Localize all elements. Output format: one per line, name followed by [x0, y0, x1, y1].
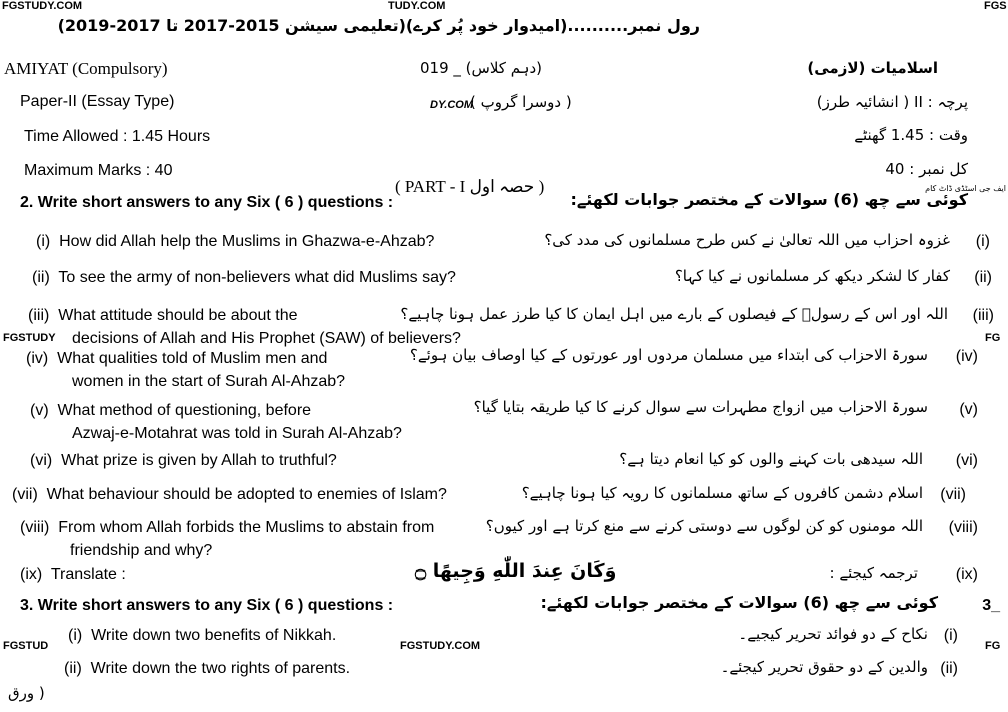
question-num-ur: (viii): [948, 519, 978, 536]
watermark: FGSTUDY: [3, 332, 56, 344]
watermark: FG: [985, 640, 1001, 652]
question-row: (vii) What behaviour should be adopted to enemies of Islam?: [12, 486, 447, 503]
q2-title-en: 2. Write short answers to any Six ( 6 ) questions :: [20, 194, 394, 211]
watermark: FGSTUDY.COM: [2, 0, 83, 12]
question-ur: کفار کا لشکر دیکھ کر مسلمانوں نے کیا کہا؟: [674, 267, 950, 285]
watermark: FGSTUD: [3, 640, 49, 652]
time-ur: وقت : 1.45 گھنٹے: [854, 126, 968, 144]
question-ur: سورۃ الاحزاب کی ابتداء میں مسلمان مردوں اور عورتوں کے کیا اوصاف بیان ہوئے؟: [409, 346, 928, 364]
question-num-ur: (ix): [955, 566, 978, 583]
question-ur: اسلام دشمن کافروں کے ساتھ مسلمانوں کا رویہ کیا ہونا چاہیے؟: [521, 484, 923, 502]
question-num-ur: (i): [943, 627, 958, 644]
watermark: ایف جی اسٹڈی ڈاٹ کام: [925, 184, 1006, 193]
part-heading: ( PART - I حصہ اول ): [395, 177, 545, 196]
question-ur: اللہ مومنوں کو کن لوگوں سے دوستی کرنے سے منع کرتا ہے اور کیوں؟: [485, 517, 923, 535]
max-marks: Maximum Marks : 40: [24, 162, 173, 179]
q3-title-en: 3. Write short answers to any Six ( 6 ) questions :: [20, 597, 394, 614]
question-row: (iv) What qualities told of Muslim men and: [26, 350, 328, 367]
question-ur: والدین کے دو حقوق تحریر کیجئے۔: [720, 658, 928, 676]
subject-en: AMIYAT (Compulsory): [4, 59, 168, 78]
question-row: (viii) From whom Allah forbids the Muslims to abstain from: [20, 519, 435, 536]
q3-title-ur: کوئی سے چھ (6) سوالات کے مختصر جوابات لکھئے:: [540, 593, 938, 612]
subject-ur: اسلامیات (لازمی): [807, 59, 938, 77]
question-num-ur: (iii): [972, 307, 994, 324]
question-num-ur: (vii): [940, 486, 966, 503]
question-line2: Azwaj-e-Motahrat was told in Surah Al-Ahzab?: [72, 425, 402, 442]
question-ur: غزوہ احزاب میں اللہ تعالیٰ نے کس طرح مسلمانوں کی مدد کی؟: [544, 231, 950, 249]
q2-title-ur: کوئی سے چھ (6) سوالات کے مختصر جوابات لکھئے:: [570, 190, 968, 209]
paper-ur: پرچہ : II ( انشائیہ طرز): [816, 93, 968, 111]
question-row: (vi) What prize is given by Allah to truthful?: [30, 452, 337, 469]
question-num-ur: (vi): [955, 452, 978, 469]
session-line: رول نمبر..........(امیدوار خود پُر کرے)(تعلیمی سیشن 2015-2017 تا 2017-2019): [57, 16, 700, 35]
question-ur: نکاح کے دو فوائد تحریر کیجیے۔: [738, 625, 928, 643]
watermark: TUDY.COM: [388, 0, 446, 12]
question-line2: women in the start of Surah Al-Ahzab?: [72, 373, 346, 390]
question-row: (i) How did Allah help the Muslims in Ghazwa-e-Ahzab?: [36, 233, 435, 250]
question-row: (ii) Write down the two rights of parents.: [64, 660, 351, 677]
time-allowed: Time Allowed : 1.45 Hours: [24, 128, 211, 145]
question-num-ur: (ii): [974, 269, 992, 286]
paper-en: Paper-II (Essay Type): [20, 93, 175, 110]
question-num-ur: (v): [959, 401, 978, 418]
question-ur: ترجمہ کیجئے :: [829, 564, 918, 582]
question-row: (v) What method of questioning, before: [30, 402, 312, 419]
question-num-ur: (ii): [940, 660, 958, 677]
question-ur: اللہ سیدھی بات کہنے والوں کو کیا انعام دیتا ہے؟: [619, 450, 923, 468]
question-line2: decisions of Allah and His Prophet (SAW) of believers?: [72, 330, 461, 347]
class-code: (دہم کلاس) _ 019: [420, 59, 543, 77]
marks-ur: کل نمبر : 40: [885, 160, 968, 178]
question-row: (ii) To see the army of non-believers what did Muslims say?: [32, 269, 456, 286]
watermark: DY.COM: [430, 99, 473, 111]
group-ur: ( دوسرا گروپ ): [470, 93, 572, 111]
watermark: FGSTUDY.COM: [400, 640, 481, 652]
question-row: (i) Write down two benefits of Nikkah.: [68, 627, 337, 644]
turn-over: ( ورق: [8, 684, 45, 702]
arabic-verse: وَكَانَ عِندَ اللّٰهِ وَجِيهًا ۝: [415, 560, 617, 582]
question-ur: سورۃ الاحزاب میں ازواج مطہرات سے سوال کرنے کا کیا طریقہ بتایا گیا؟: [473, 398, 928, 416]
question-line2: friendship and why?: [70, 542, 213, 559]
q3-num: 3_: [982, 597, 1000, 614]
question-num-ur: (i): [975, 233, 990, 250]
watermark: FGS: [984, 0, 1007, 12]
question-num-ur: (iv): [955, 348, 978, 365]
watermark: FG: [985, 332, 1001, 344]
question-row: (ix) Translate :: [20, 566, 126, 583]
question-row: (iii) What attitude should be about the: [28, 307, 298, 324]
question-ur: اللہ اور اس کے رسولؐ کے فیصلوں کے بارے میں اہل ایمان کا کیا طرز عمل ہونا چاہیے؟: [400, 305, 948, 323]
